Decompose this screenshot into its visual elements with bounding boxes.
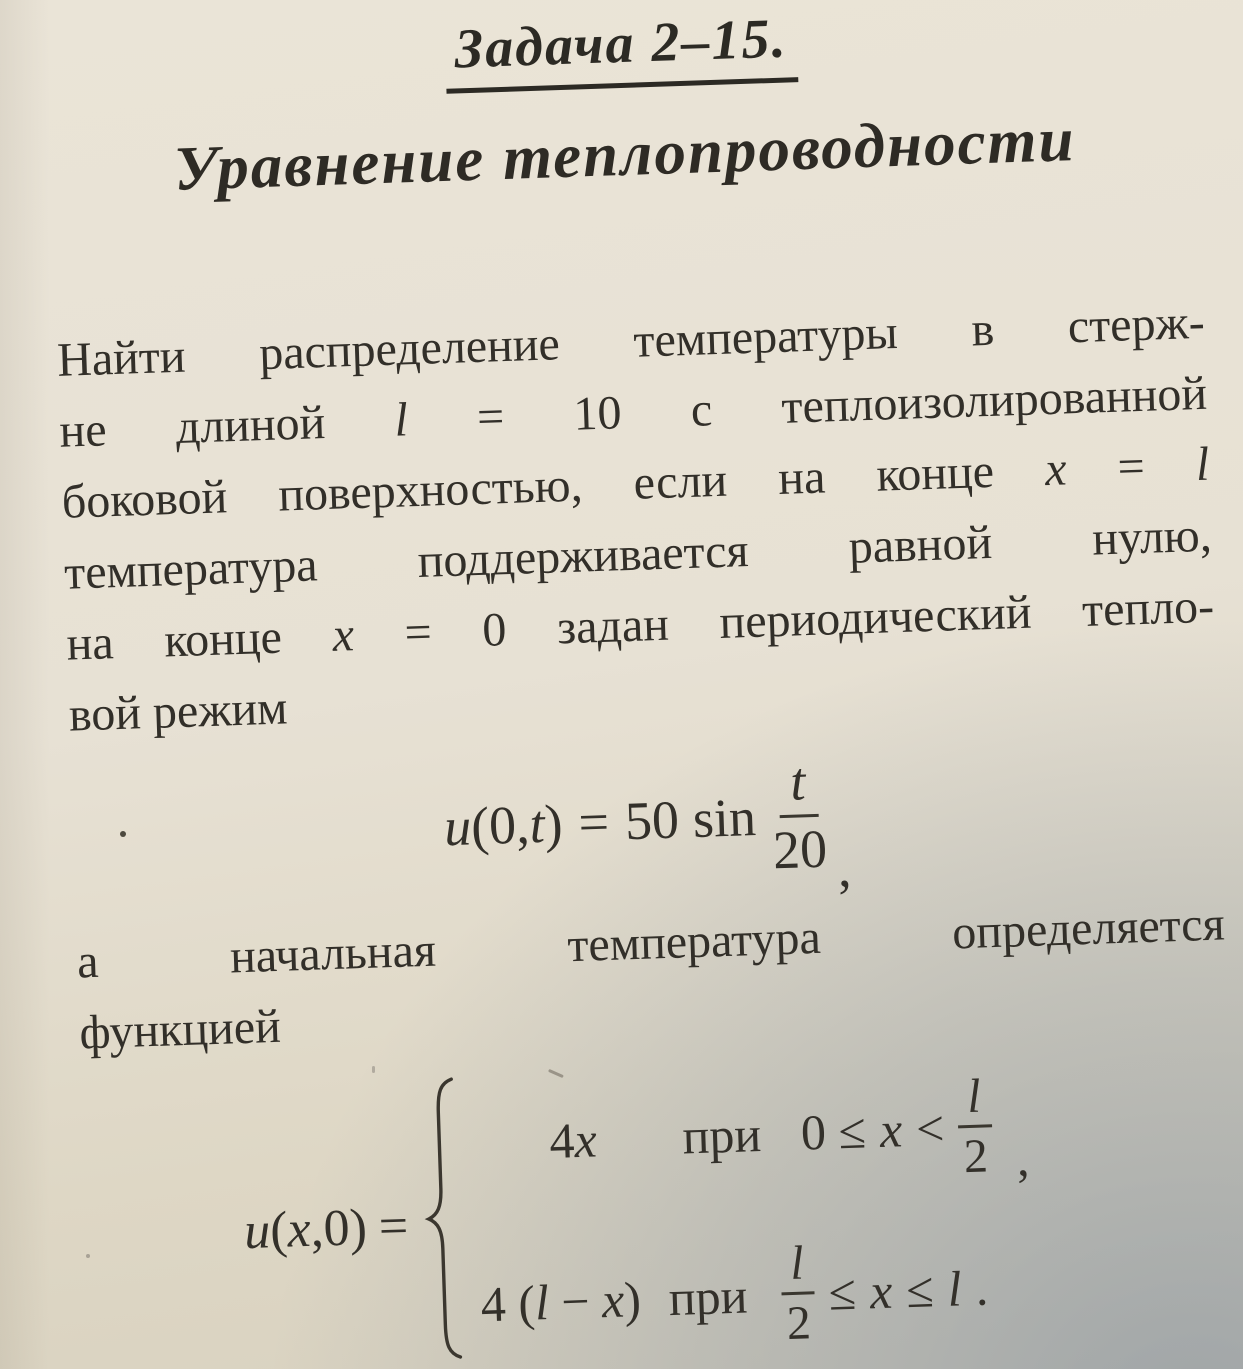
title-row	[46, 0, 1196, 107]
paragraph-line: не длиной l = 10 с теплоизолированной	[58, 366, 1208, 458]
problem-subtitle: Уравнение теплопроводности	[172, 103, 1077, 204]
equals-sign: =	[577, 791, 610, 853]
paper-speck	[86, 1254, 90, 1258]
problem-title: Задача 2–15.	[444, 8, 799, 93]
formula-lhs: u(x,0) =	[243, 1197, 410, 1261]
piecewise-brace-icon	[419, 1076, 465, 1369]
condition-word: при	[681, 1106, 762, 1165]
math-var-x: x	[286, 1200, 312, 1259]
paragraph-line: боковой поверхностью, если на конце x = l	[61, 437, 1211, 529]
math-var-l: l	[946, 1260, 963, 1317]
initial-temperature-text	[76, 889, 1228, 1069]
minus-sign: −	[560, 1272, 591, 1330]
equals-sign: =	[377, 1197, 410, 1256]
math-var-x: x	[573, 1111, 598, 1169]
math-var-x: x	[878, 1101, 904, 1159]
initial-condition-formula	[239, 1050, 1238, 1369]
math-fraction: $\frac{t}{20}$	[772, 751, 828, 880]
condition-word: при	[667, 1267, 749, 1326]
paren-open: (	[470, 795, 491, 857]
math-var-t: t	[528, 793, 546, 855]
case1-expression: 4x	[548, 1111, 598, 1170]
paragraph-line: вой режим	[68, 681, 289, 742]
paragraph-line: на конце x = 0 задан периодический тепло-	[65, 579, 1215, 671]
paragraph-line: а начальная температура определяется	[76, 897, 1226, 989]
case-row-2	[479, 1231, 1035, 1360]
case2-expression: 4 (l − x)	[479, 1270, 642, 1333]
problem-statement	[56, 287, 1217, 751]
stray-period-mark	[120, 831, 126, 837]
piecewise-cases	[474, 1070, 1036, 1360]
math-fraction: $\frac{l}{2}$	[779, 1238, 816, 1350]
page-content	[46, 0, 1238, 1369]
paren-close: )	[623, 1270, 642, 1328]
math-var-x: x	[331, 608, 355, 662]
boundary-condition-formula: u ( 0, t ) = 50 sin $\frac{t}{20}$ ,	[443, 751, 853, 899]
math-var-x: x	[1044, 442, 1068, 497]
math-fraction: $\frac{l}{2}$	[956, 1071, 993, 1183]
paragraph-line: функцией	[78, 999, 282, 1060]
paren-open: (	[269, 1201, 289, 1260]
func-u: u	[443, 796, 473, 858]
subtitle-row	[50, 99, 1200, 209]
case-row-1	[474, 1070, 1030, 1199]
math-var-x: x	[869, 1262, 894, 1320]
math-var-l: l	[533, 1274, 550, 1331]
math-var-l: l	[393, 393, 409, 447]
paragraph-line: Найти распределение температуры в стерж-	[56, 295, 1206, 387]
paren-open: (	[517, 1274, 536, 1331]
math-var-x: x	[601, 1271, 626, 1329]
func-u: u	[243, 1202, 272, 1261]
paragraph-line: температура поддерживается равной нулю,	[63, 508, 1213, 600]
case2-condition: $\frac{l}{2}$ ≤ x ≤ l .	[779, 1232, 989, 1350]
sin-operator: sin	[691, 786, 757, 850]
case1-condition: 0 ≤ x < $\frac{l}{2}$ ,	[800, 1069, 1031, 1186]
paren-close: )	[543, 793, 564, 854]
math-var-l: l	[1195, 437, 1211, 492]
paper-speck	[372, 1066, 375, 1073]
